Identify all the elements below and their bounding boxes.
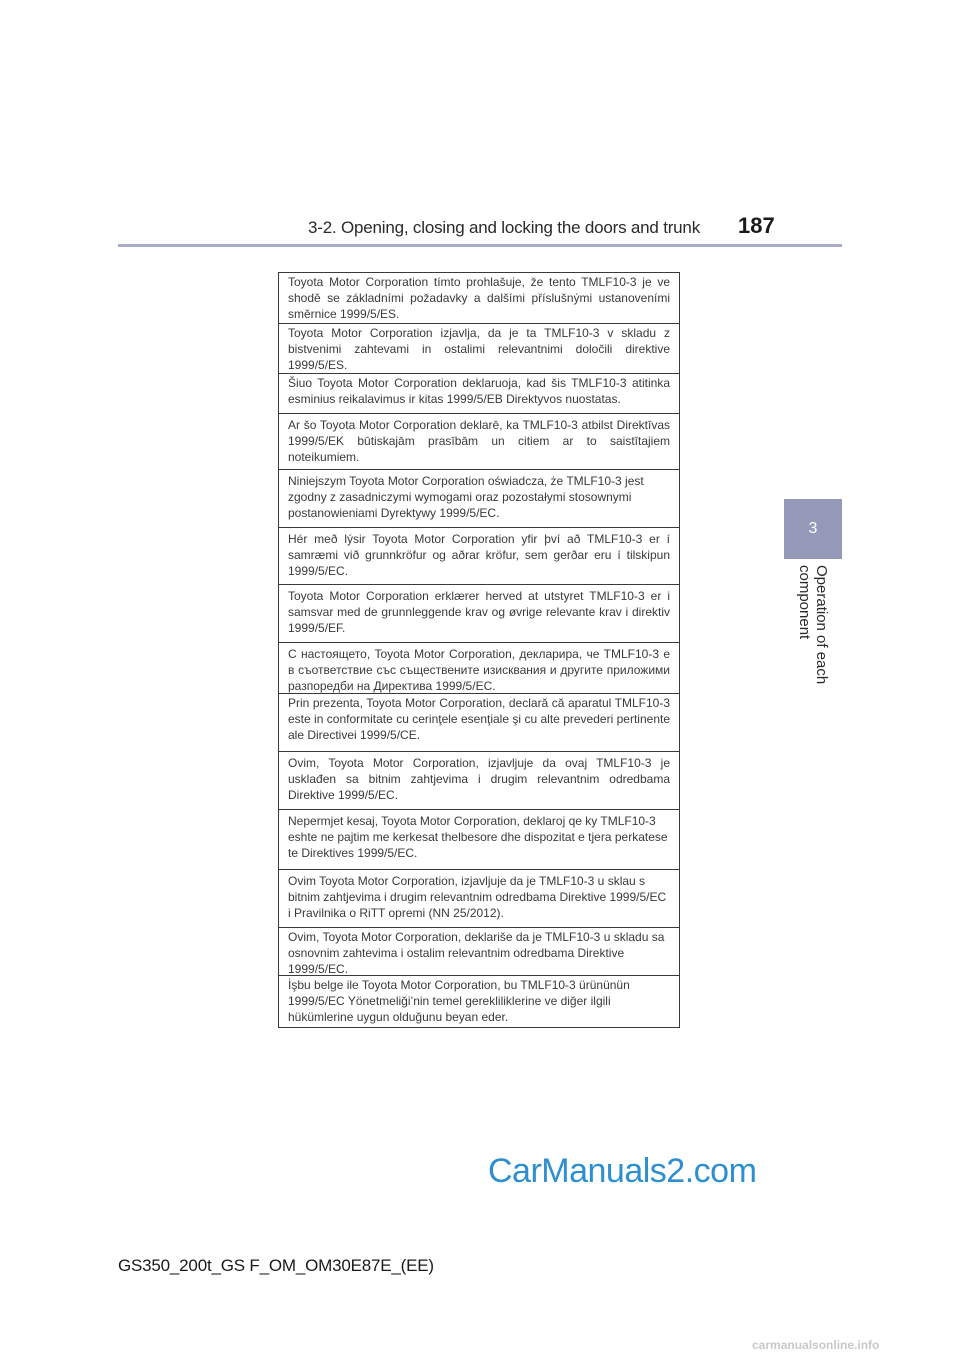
declaration-row-norwegian bbox=[279, 584, 679, 642]
declaration-text: Toyota Motor Corporation izjavlja, da je ta TMLF10-3 v skladu z bistvenimi zahtevami in ostalimi relevantnimi določili direktive 1999/5/ES. bbox=[288, 326, 670, 372]
declaration-row-latvian bbox=[279, 413, 679, 469]
declaration-row-lithuanian bbox=[279, 373, 679, 413]
declaration-text: Ovim Toyota Motor Corporation, izjavljuje da je TMLF10-3 u sklau s bitnim zahtjevima i drugim relevantnim odredbama Direktive 1999/5/EC i Pravilnika o RiTT opremi (NN 25/2012). bbox=[288, 874, 667, 920]
declaration-text: Nepermjet kesaj, Toyota Motor Corporation, deklaroj qe ky TMLF10-3 eshte ne pajtim me kerkesat thelbesore dhe dispozitat e tjera perkatese te Direktives 1999/5/EC. bbox=[288, 814, 668, 860]
chapter-number: 3 bbox=[808, 520, 818, 537]
declaration-row-romanian bbox=[279, 693, 679, 751]
declaration-row-albanian bbox=[279, 809, 679, 869]
declaration-text: Toyota Motor Corporation erklærer herved at utstyret TMLF10-3 er i samsvar med de grunnleggende krav og øvrige relevante krav i direktiv 1999/5/EF. bbox=[288, 589, 670, 635]
declaration-row-croatian bbox=[279, 869, 679, 927]
declaration-text: Hér með lýsir Toyota Motor Corporation yfir því að TMLF10-3 er í samræmi við grunnkröfur og aðrar kröfur, sem gerðar eru í tilskipun 1999/5/EC. bbox=[288, 532, 670, 578]
declaration-text: İşbu belge ile Toyota Motor Corporation, bu TMLF10-3 ürününün 1999/5/EC Yönetmeliği’nin temel gerekliliklerine ve diğer ilgili hükümlerine uygun olduğunu beyan eder. bbox=[288, 978, 630, 1024]
declaration-text: Ar šo Toyota Motor Corporation deklarē, ka TMLF10-3 atbilst Direktīvas 1999/5/EK būtiskajām prasībām un citiem ar to saistītajiem noteikumiem. bbox=[288, 418, 670, 464]
manual-code: GS350_200t_GS F_OM_OM30E87E_(EE) bbox=[118, 1256, 434, 1275]
declaration-row-polish bbox=[279, 469, 679, 527]
declaration-row-bulgarian bbox=[279, 642, 679, 693]
declaration-text: Šiuo Toyota Motor Corporation deklaruoja, kad šis TMLF10-3 atitinka esminius reikalavimus ir kitas 1999/5/EB Direktyvos nuostatas. bbox=[288, 376, 670, 406]
declaration-table bbox=[278, 272, 680, 1028]
chapter-tab[interactable] bbox=[784, 499, 842, 559]
declaration-row-czech bbox=[279, 273, 679, 323]
declaration-text: Ovim, Toyota Motor Corporation, izjavljuje da ovaj TMLF10-3 je usklađen sa bitnim zahtjevima i drugim relevantnim odredbama Direktive 1999/5/EC. bbox=[288, 756, 670, 802]
header-rule bbox=[118, 244, 842, 247]
declaration-text: Ovim, Toyota Motor Corporation, deklariše da je TMLF10-3 u skladu sa osnovnim zahtevima i ostalim relevantnim odredbama Direktive 1999/5/EC. bbox=[288, 930, 665, 976]
declaration-row-serbian bbox=[279, 927, 679, 975]
declaration-row-icelandic bbox=[279, 527, 679, 584]
chapter-label: Operation of each component bbox=[796, 565, 830, 685]
section-title: 3-2. Opening, closing and locking the doors and trunk bbox=[308, 218, 700, 237]
watermark-text: carmanualsonline.info bbox=[752, 1338, 880, 1352]
declaration-text: С настоящето, Toyota Motor Corporation, декларира, че TMLF10-3 е в съответствие със съществените изисквания и другите приложими разпоредби на Директива 1999/5/EC. bbox=[288, 647, 670, 693]
declaration-row-bosnian bbox=[279, 751, 679, 809]
watermark-logo: CarManuals2.com bbox=[488, 1152, 757, 1190]
declaration-text: Toyota Motor Corporation tímto prohlašuje, že tento TMLF10-3 je ve shodě se základními požadavky a dalšími příslušnými ustanoveními směrnice 1999/5/ES. bbox=[288, 275, 670, 321]
declaration-text: Prin prezenta, Toyota Motor Corporation, declară că aparatul TMLF10-3 este in conformitate cu cerinţele esenţiale şi cu alte prevederi pertinente ale Directivei 1999/5/CE. bbox=[288, 696, 670, 742]
declaration-text: Niniejszym Toyota Motor Corporation oświadcza, że TMLF10-3 jest zgodny z zasadniczymi wymogami oraz pozostałymi stosownymi postanowieniami Dyrektywy 1999/5/EC. bbox=[288, 474, 644, 520]
declaration-row-slovenian bbox=[279, 323, 679, 373]
page-number: 187 bbox=[738, 213, 775, 238]
declaration-row-turkish bbox=[279, 975, 679, 1027]
